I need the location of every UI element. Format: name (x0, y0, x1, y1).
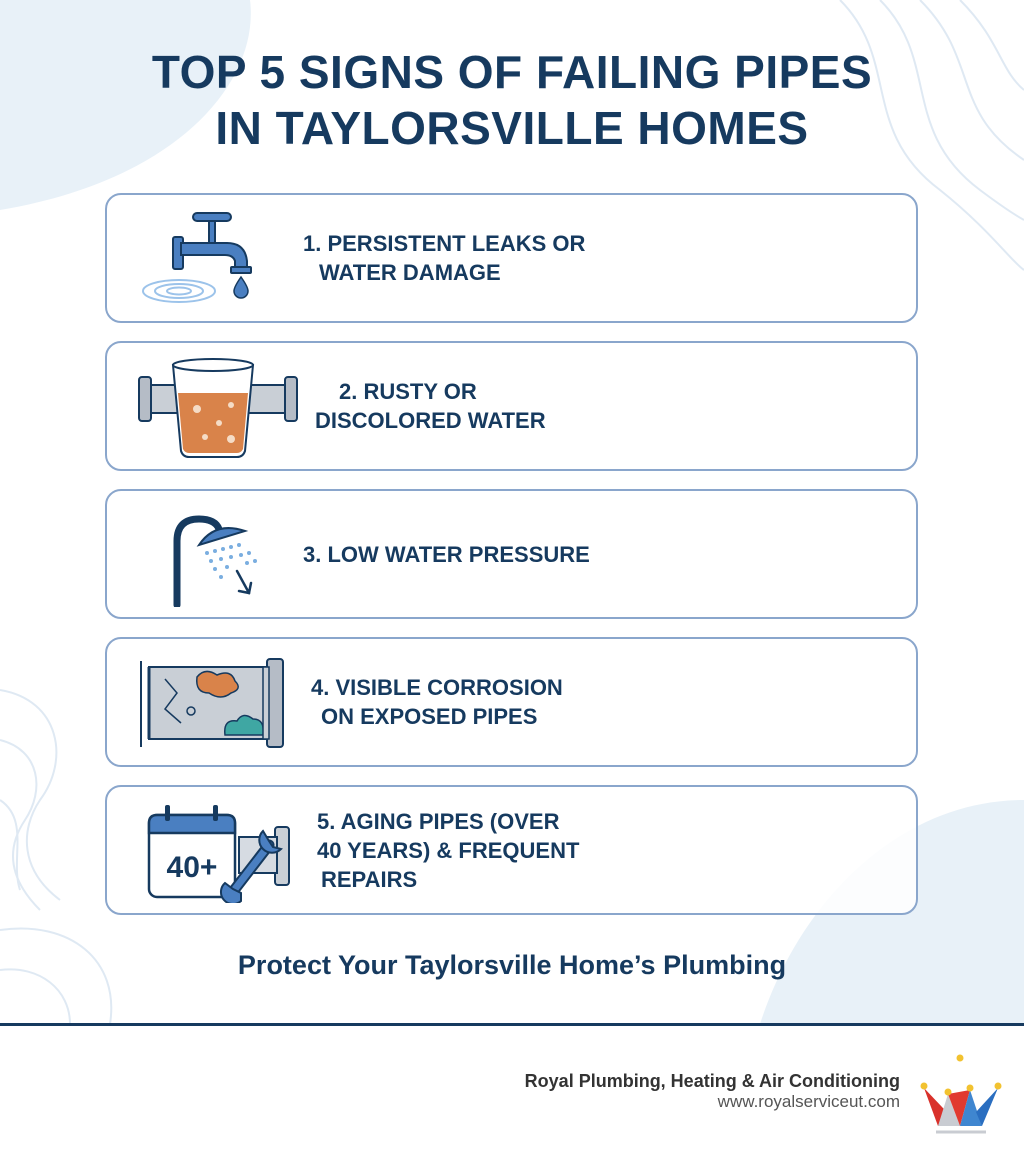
sign-card-4 (105, 637, 918, 767)
sign-label-4: 4. VISIBLE CORROSION ON EXPOSED PIPES (311, 675, 563, 729)
sign-label-3: 3. LOW WATER PRESSURE (303, 541, 590, 567)
website-link[interactable]: www.royalserviceut.com (717, 1092, 900, 1111)
company-name: Royal Plumbing, Heating & Air Conditioning (524, 1071, 900, 1091)
corroded-pipe-icon (135, 649, 305, 755)
tagline: Protect Your Taylorsville Home’s Plumbing (237, 950, 787, 980)
sign-label-1: 1. PERSISTENT LEAKS OR WATER DAMAGE (303, 231, 586, 285)
page-title (0, 44, 1024, 156)
sign-card-2 (105, 341, 918, 471)
sign-label-2: 2. RUSTY OR DISCOLORED WATER (315, 379, 546, 433)
weak-shower-icon (135, 501, 305, 607)
calendar-badge: 40+ (166, 851, 218, 884)
sign-card-3 (105, 489, 918, 619)
sign-label-5: 5. AGING PIPES (OVER 40 YEARS) & FREQUENT REPAIRS (317, 808, 580, 892)
title-line-2: IN TAYLORSVILLE HOMES (215, 102, 809, 154)
crown-logo-icon (918, 1052, 1004, 1136)
leaking-faucet-icon (135, 205, 305, 311)
title-line-1: TOP 5 SIGNS OF FAILING PIPES (151, 46, 873, 98)
sign-card-5 (105, 785, 918, 915)
sign-card-1 (105, 193, 918, 323)
rusty-water-glass-icon (135, 353, 305, 459)
calendar-wrench-icon (135, 797, 305, 903)
footer (0, 1026, 1024, 1154)
